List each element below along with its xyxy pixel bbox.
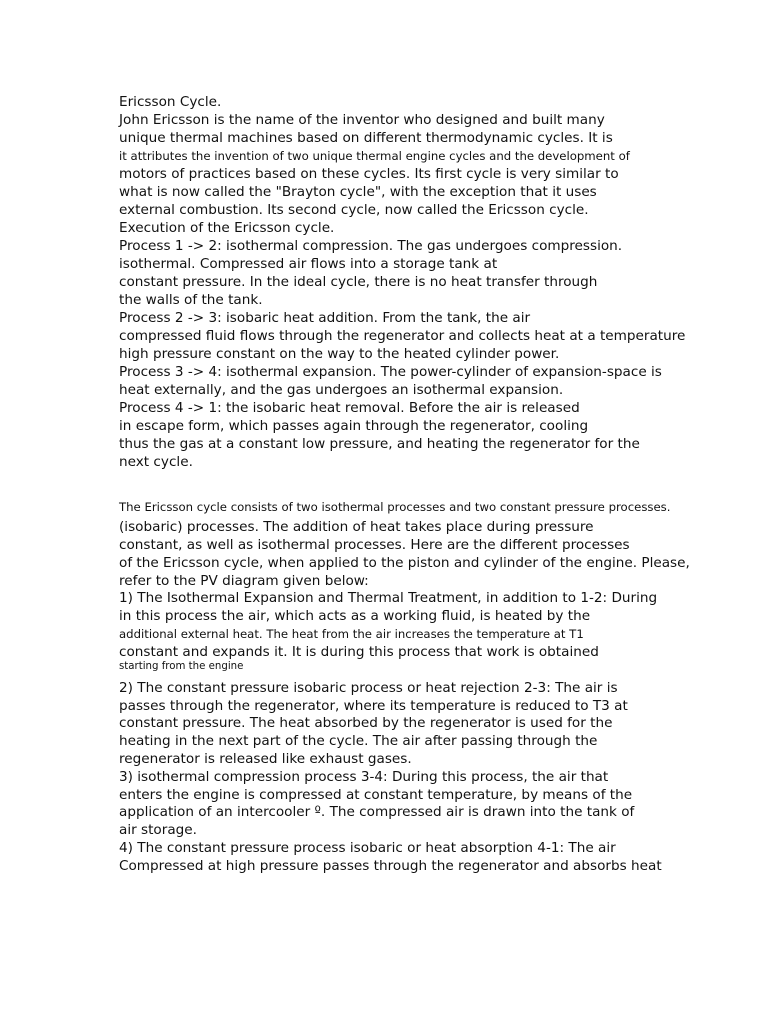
text-line: isothermal. Compressed air flows into a storage tank at [119,256,498,272]
text-line: air storage. [119,822,197,838]
text-line: heating in the next part of the cycle. The air after passing through the [119,733,598,749]
text-line: it attributes the invention of two unique thermal engine cycles and the development of [119,149,630,163]
text-line: John Ericsson is the name of the inventor who designed and built many [119,112,605,128]
text-line: external combustion. Its second cycle, now called the Ericsson cycle. [119,202,589,218]
text-line: regenerator is released like exhaust gases. [119,751,412,767]
text-line: constant and expands it. It is during this process that work is obtained [119,644,599,660]
text-line: Process 3 -> 4: isothermal expansion. The power-cylinder of expansion-space is [119,364,662,380]
text-line: Process 2 -> 3: isobaric heat addition. From the tank, the air [119,310,531,326]
text-line: starting from the engine [119,661,244,672]
text-line: high pressure constant on the way to the heated cylinder power. [119,346,560,362]
text-line: in escape form, which passes again through the regenerator, cooling [119,418,589,434]
text-line: constant pressure. The heat absorbed by the regenerator is used for the [119,715,613,731]
text-line: additional external heat. The heat from the air increases the temperature at T1 [119,627,584,641]
text-line: what is now called the "Brayton cycle", with the exception that it uses [119,184,597,200]
text-line: application of an intercooler º. The compressed air is drawn into the tank of [119,804,635,820]
text-line: the walls of the tank. [119,292,263,308]
text-line: Process 1 -> 2: isothermal compression. The gas undergoes compression. [119,238,623,254]
text-line: thus the gas at a constant low pressure, and heating the regenerator for the [119,436,640,452]
document-title: Ericsson Cycle. [119,94,222,110]
text-line: 1) The Isothermal Expansion and Thermal Treatment, in addition to 1-2: During [119,590,658,606]
text-line: refer to the PV diagram given below: [119,573,369,589]
text-line: 3) isothermal compression process 3-4: During this process, the air that [119,769,609,785]
text-line: constant pressure. In the ideal cycle, there is no heat transfer through [119,274,598,290]
text-line: of the Ericsson cycle, when applied to the piston and cylinder of the engine. Please, [119,555,690,571]
text-line: 2) The constant pressure isobaric process or heat rejection 2-3: The air is [119,680,618,696]
text-line: motors of practices based on these cycles. Its first cycle is very similar to [119,166,619,182]
text-line: unique thermal machines based on different thermodynamic cycles. It is [119,130,613,146]
text-line: heat externally, and the gas undergoes an isothermal expansion. [119,382,564,398]
text-line: constant, as well as isothermal processes. Here are the different processes [119,537,630,553]
text-line: The Ericsson cycle consists of two isothermal processes and two constant pressure processes. [119,500,671,514]
text-line: enters the engine is compressed at constant temperature, by means of the [119,787,633,803]
text-line: Compressed at high pressure passes through the regenerator and absorbs heat [119,858,662,874]
text-line: Process 4 -> 1: the isobaric heat removal. Before the air is released [119,400,580,416]
text-line: in this process the air, which acts as a working fluid, is heated by the [119,608,591,624]
text-line: 4) The constant pressure process isobaric or heat absorption 4-1: The air [119,840,616,856]
text-line: compressed fluid flows through the regenerator and collects heat at a temperature [119,328,686,344]
text-line: (isobaric) processes. The addition of heat takes place during pressure [119,519,594,535]
text-line: Execution of the Ericsson cycle. [119,220,335,236]
text-line: passes through the regenerator, where its temperature is reduced to T3 at [119,698,628,714]
text-line: next cycle. [119,454,193,470]
